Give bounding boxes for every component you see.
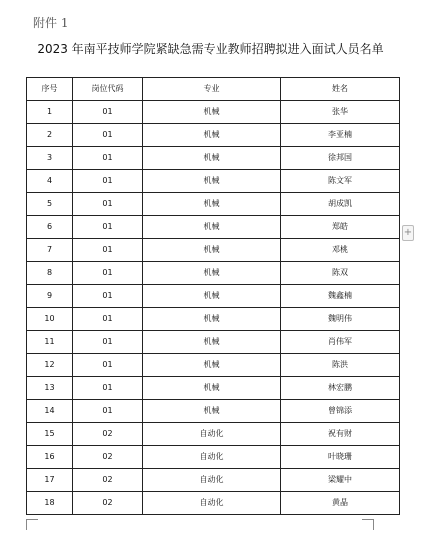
table-body [27, 101, 400, 515]
cell-major: 自动化 [143, 492, 281, 515]
table-row [27, 354, 400, 377]
header-major: 专业 [143, 78, 281, 101]
cell-serial: 13 [27, 377, 73, 400]
table-row [27, 216, 400, 239]
cell-serial: 6 [27, 216, 73, 239]
cell-name: 徐邦国 [281, 147, 400, 170]
cell-position-code: 01 [73, 193, 143, 216]
cell-major: 机械 [143, 308, 281, 331]
cell-position-code: 01 [73, 239, 143, 262]
cell-position-code: 01 [73, 147, 143, 170]
cell-name: 陈双 [281, 262, 400, 285]
cell-major: 自动化 [143, 469, 281, 492]
cell-serial: 12 [27, 354, 73, 377]
interview-roster-table [26, 77, 400, 515]
cell-position-code: 02 [73, 469, 143, 492]
cell-major: 机械 [143, 331, 281, 354]
cell-major: 机械 [143, 216, 281, 239]
cell-name: 肖伟军 [281, 331, 400, 354]
table-row [27, 492, 400, 515]
cell-major: 机械 [143, 400, 281, 423]
cell-name: 黄晶 [281, 492, 400, 515]
cell-position-code: 01 [73, 262, 143, 285]
cell-position-code: 01 [73, 285, 143, 308]
page-corner-mark-right [362, 519, 374, 530]
cell-major: 机械 [143, 354, 281, 377]
table-header-row [27, 78, 400, 101]
cell-major: 机械 [143, 262, 281, 285]
cell-serial: 14 [27, 400, 73, 423]
cell-serial: 4 [27, 170, 73, 193]
cell-position-code: 01 [73, 216, 143, 239]
cell-major: 自动化 [143, 423, 281, 446]
cell-position-code: 02 [73, 492, 143, 515]
cell-position-code: 01 [73, 400, 143, 423]
table-row [27, 147, 400, 170]
cell-name: 叶晓珊 [281, 446, 400, 469]
cell-name: 梁耀中 [281, 469, 400, 492]
cell-serial: 5 [27, 193, 73, 216]
cell-major: 机械 [143, 124, 281, 147]
cell-name: 祝有财 [281, 423, 400, 446]
cell-serial: 16 [27, 446, 73, 469]
cell-position-code: 02 [73, 446, 143, 469]
cell-name: 陈洪 [281, 354, 400, 377]
cell-position-code: 01 [73, 308, 143, 331]
table-row [27, 400, 400, 423]
cell-position-code: 01 [73, 101, 143, 124]
cell-name: 魏明伟 [281, 308, 400, 331]
cell-name: 李亚楠 [281, 124, 400, 147]
table-row [27, 446, 400, 469]
cell-serial: 17 [27, 469, 73, 492]
cell-serial: 2 [27, 124, 73, 147]
cell-major: 机械 [143, 147, 281, 170]
header-serial: 序号 [27, 78, 73, 101]
table-row [27, 170, 400, 193]
cell-name: 陈文军 [281, 170, 400, 193]
cell-position-code: 01 [73, 170, 143, 193]
cell-major: 机械 [143, 377, 281, 400]
cell-name: 张华 [281, 101, 400, 124]
table-row [27, 124, 400, 147]
cell-major: 机械 [143, 239, 281, 262]
cell-serial: 3 [27, 147, 73, 170]
cell-serial: 11 [27, 331, 73, 354]
cell-serial: 15 [27, 423, 73, 446]
header-name: 姓名 [281, 78, 400, 101]
table-row [27, 377, 400, 400]
table-row [27, 101, 400, 124]
cell-serial: 10 [27, 308, 73, 331]
cell-position-code: 01 [73, 331, 143, 354]
cell-major: 机械 [143, 285, 281, 308]
cell-name: 邓桃 [281, 239, 400, 262]
table-row [27, 423, 400, 446]
table-row [27, 331, 400, 354]
cell-serial: 7 [27, 239, 73, 262]
page-corner-mark-left [26, 519, 38, 530]
cell-serial: 8 [27, 262, 73, 285]
table-row [27, 193, 400, 216]
document-title: 2023 年南平技师学院紧缺急需专业教师招聘拟进入面试人员名单 [37, 42, 384, 56]
table-row [27, 285, 400, 308]
table-row [27, 239, 400, 262]
add-section-handle-icon[interactable]: + [402, 225, 414, 241]
attachment-label: 附件 1 [33, 16, 69, 30]
cell-name: 魏鑫楠 [281, 285, 400, 308]
cell-name: 曾锦添 [281, 400, 400, 423]
header-position-code: 岗位代码 [73, 78, 143, 101]
table-row [27, 308, 400, 331]
table-row [27, 262, 400, 285]
cell-position-code: 02 [73, 423, 143, 446]
cell-position-code: 01 [73, 354, 143, 377]
cell-position-code: 01 [73, 377, 143, 400]
table-row [27, 469, 400, 492]
cell-major: 机械 [143, 170, 281, 193]
cell-major: 自动化 [143, 446, 281, 469]
cell-name: 胡成凯 [281, 193, 400, 216]
cell-serial: 9 [27, 285, 73, 308]
cell-position-code: 01 [73, 124, 143, 147]
cell-major: 机械 [143, 193, 281, 216]
cell-name: 郑皓 [281, 216, 400, 239]
cell-serial: 1 [27, 101, 73, 124]
cell-name: 林宏鹏 [281, 377, 400, 400]
cell-major: 机械 [143, 101, 281, 124]
cell-serial: 18 [27, 492, 73, 515]
